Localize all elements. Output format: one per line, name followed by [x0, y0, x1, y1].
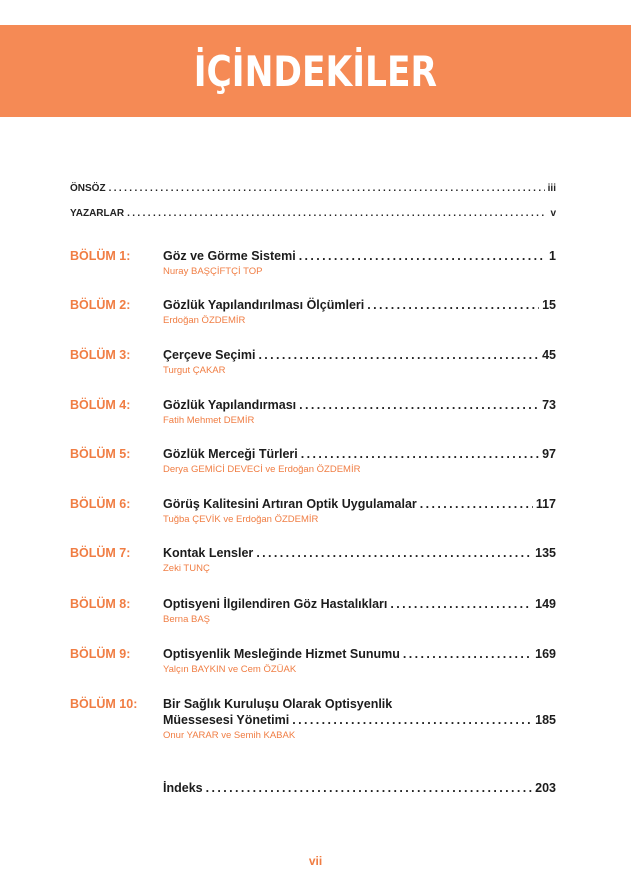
leader-dots: [292, 713, 532, 727]
toc-entry-onsoz[interactable]: [70, 183, 556, 194]
chapter-title: Görüş Kalitesini Artıran Optik Uygulamalar: [163, 497, 417, 511]
chapter-page: 185: [535, 713, 556, 727]
page-number: vii: [308, 854, 323, 868]
chapter-author: Tuğba ÇEVİK ve Erdoğan ÖZDEMİR: [163, 514, 319, 525]
chapter-title: Çerçeve Seçimi: [163, 348, 256, 362]
chapter-page: 73: [542, 398, 556, 412]
index-title: İndeks: [163, 781, 203, 795]
leader-dots: [301, 447, 539, 461]
toc-entry-yazarlar[interactable]: [70, 208, 556, 219]
leader-dots: [206, 781, 533, 795]
chapter-author: Yalçın BAYKIN ve Cem ÖZÜAK: [163, 664, 297, 675]
chapter-label: BÖLÜM 5:: [70, 447, 131, 461]
chapter-page: 149: [535, 597, 556, 611]
toc-entry-label: ÖNSÖZ: [70, 183, 106, 194]
chapter-author: Nuray BAŞÇİFTÇİ TOP: [163, 266, 263, 277]
leader-dots: [367, 298, 539, 312]
leader-dots: [420, 497, 533, 511]
chapter-title: Gözlük Yapılandırılması Ölçümleri: [163, 298, 365, 312]
toc-entry-label: YAZARLAR: [70, 208, 125, 219]
chapter-label: BÖLÜM 7:: [70, 546, 131, 560]
top-margin: [0, 0, 631, 25]
toc-entry-page: v: [550, 208, 556, 219]
leader-dots: [109, 183, 545, 194]
chapter-page: 1: [549, 249, 556, 263]
chapter-author: Zeki TUNÇ: [163, 563, 210, 574]
chapter-author: Turgut ÇAKAR: [163, 365, 226, 376]
page-title: İÇİNDEKİLER: [193, 46, 438, 96]
chapter-label: BÖLÜM 9:: [70, 647, 131, 661]
chapter-page: 135: [535, 546, 556, 560]
toc-entry-page: iii: [547, 183, 556, 194]
chapter-title: Optisyeni İlgilendiren Göz Hastalıkları: [163, 597, 388, 611]
chapter-author: Derya GEMİCİ DEVECİ ve Erdoğan ÖZDEMİR: [163, 464, 361, 475]
leader-dots: [127, 208, 547, 219]
leader-dots: [299, 398, 539, 412]
chapter-title: Gözlük Yapılandırması: [163, 398, 297, 412]
chapter-label: BÖLÜM 6:: [70, 497, 131, 511]
chapter-label: BÖLÜM 2:: [70, 298, 131, 312]
chapter-title: Göz ve Görme Sistemi: [163, 249, 296, 263]
chapter-author: Onur YARAR ve Semih KABAK: [163, 730, 296, 741]
chapter-title: Optisyenlik Mesleğinde Hizmet Sunumu: [163, 647, 400, 661]
chapter-title: Müessesesi Yönetimi: [163, 713, 290, 727]
chapter-author: Berna BAŞ: [163, 614, 210, 625]
chapter-page: 45: [542, 348, 556, 362]
chapter-label: BÖLÜM 1:: [70, 249, 131, 263]
chapter-title: Kontak Lensler: [163, 546, 254, 560]
leader-dots: [390, 597, 532, 611]
leader-dots: [299, 249, 546, 263]
leader-dots: [258, 348, 539, 362]
header-banner: [0, 25, 631, 117]
index-page: 203: [535, 781, 556, 795]
chapter-label: BÖLÜM 8:: [70, 597, 131, 611]
chapter-label: BÖLÜM 3:: [70, 348, 131, 362]
leader-dots: [403, 647, 532, 661]
leader-dots: [256, 546, 532, 560]
chapter-page: 97: [542, 447, 556, 461]
chapter-label: BÖLÜM 4:: [70, 398, 131, 412]
chapter-page: 15: [542, 298, 556, 312]
chapter-label: BÖLÜM 10:: [70, 697, 138, 711]
chapter-author: Fatih Mehmet DEMİR: [163, 415, 255, 426]
chapter-title-line1: Bir Sağlık Kuruluşu Olarak Optisyenlik: [163, 697, 393, 711]
chapter-title: Gözlük Merceği Türleri: [163, 447, 298, 461]
chapter-author: Erdoğan ÖZDEMİR: [163, 315, 246, 326]
chapter-page: 169: [535, 647, 556, 661]
chapter-page: 117: [535, 497, 556, 511]
